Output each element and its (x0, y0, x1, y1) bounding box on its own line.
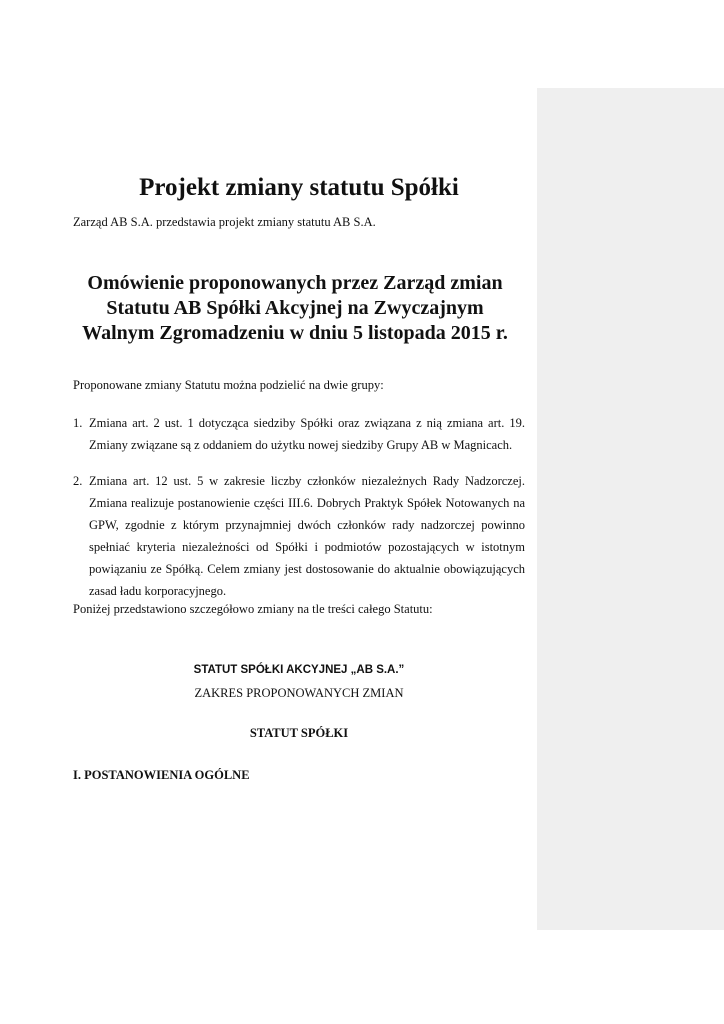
changes-list (73, 412, 525, 616)
statute-title: STATUT SPÓŁKI AKCYJNEJ „AB S.A.” (193, 664, 405, 676)
list-item-text: Zmiana art. 12 ust. 5 w zakresie liczby członków niezależnych Rady Nadzorczej. Zmiana realizuje postanowienie części III.6. Dobrych Praktyk Spółek Notowanych na GPW, zgodnie z którym przynajmniej dwóch członków rady nadzorczej powinno spełniać kryteria niezależności od Spółki i podmiotów pozostających w istotnym powiązaniu ze Spółką. Celem zmiany jest dostosowanie do aktualnie obowiązujących zasad ładu korporacyjnego. (89, 474, 525, 598)
list-item-number: 2. (73, 474, 83, 488)
document-title: Projekt zmiany statutu Spółki (139, 174, 459, 201)
list-item (73, 412, 525, 456)
outro-paragraph: Poniżej przedstawiono szczegółowo zmiany na tle treści całego Statutu: (73, 602, 433, 616)
list-item-text: Zmiana art. 2 ust. 1 dotycząca siedziby Spółki oraz związana z nią zmiana art. 19. Zmiany związane są z oddaniem do użytku nowej siedziby Grupy AB w Magnicach. (89, 416, 525, 452)
list-item-number: 1. (73, 416, 83, 430)
intro-paragraph: Zarząd AB S.A. przedstawia projekt zmiany statutu AB S.A. (73, 215, 376, 229)
comment-margin-pane (537, 88, 724, 930)
list-item (73, 470, 525, 602)
lead-paragraph: Proponowane zmiany Statutu można podzielić na dwie grupy: (73, 378, 384, 392)
statute-subtitle: ZAKRES PROPONOWANYCH ZMIAN (194, 686, 404, 700)
discussion-heading: Omówienie proponowanych przez Zarząd zmian Statutu AB Spółki Akcyjnej na Zwyczajnym Walnym Zgromadzeniu w dniu 5 listopada 2015 r. (82, 272, 508, 344)
section-heading: I. POSTANOWIENIA OGÓLNE (73, 768, 250, 782)
statute-heading: STATUT SPÓŁKI (249, 726, 349, 740)
